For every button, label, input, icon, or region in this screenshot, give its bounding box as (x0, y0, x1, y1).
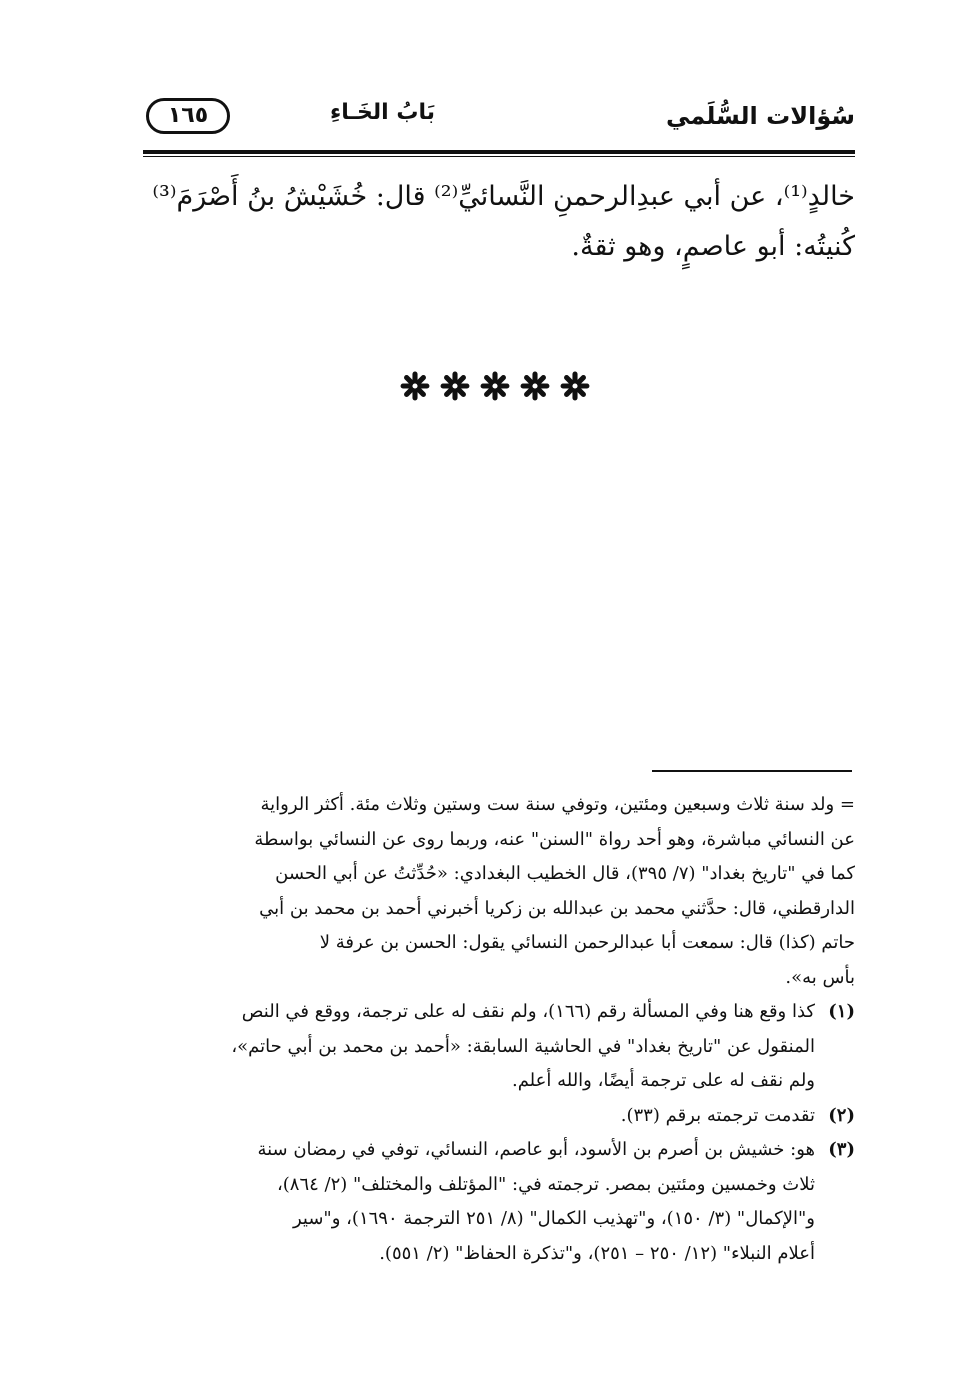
footnote-line: = ولد سنة ثلاث وسبعين ومئتين، وتوفي سنة ست وستين وثلاث مئة. أكثر الرواية (260, 794, 855, 815)
footnote-line: عن النسائي مباشرة، وهو أحد رواة "السنن" عنه، وربما روى عن النسائي بواسطة (254, 828, 855, 850)
page-number: ١٦٥ (146, 98, 230, 134)
footnote-line: المنقول عن "تاريخ بغداد" في الحاشية السابقة: «أحمد بن محمد بن أبي حاتم»، (231, 1035, 815, 1057)
footnote-line: الدارقطني، قال: حدَّثني محمد بن عبدالله بن زكريا أخبرني أحمد بن محمد بن أبي (259, 897, 855, 919)
main-text (140, 172, 855, 272)
footnote-1 (132, 995, 855, 1099)
main-text-line: خالدٍ⁽¹⁾، عن أبي عبدِالرحمنِ النَّسائيِّ⁽²⁾ قال: خُشَيْشُ بنُ أَصْرَمَ⁽³⁾ (152, 181, 855, 212)
footnote-2 (132, 1099, 855, 1134)
star-ornament-icon (398, 369, 432, 403)
footnote-line: بأس به». (785, 966, 855, 988)
header-rule-thin (143, 156, 855, 157)
footnote-line: هو: خشيش بن أصرم بن الأسود، أبو عاصم، النسائي، توفي في رمضان سنة (257, 1139, 815, 1160)
footnote-line: ولم نقف له على ترجمة أيضًا، والله أعلم. (511, 1070, 815, 1091)
footnote-number: (٣) (828, 1139, 855, 1160)
footnote-number: (٢) (828, 1104, 855, 1126)
footnote-continuation (132, 788, 855, 995)
section-title: بَابُ الخَـاءِ (330, 100, 435, 125)
footnote-line: و"الإكمال" (٣/ ١٥٠)، و"تهذيب الكمال" (٨/ ٢٥١ الترجمة ١٦٩٠)، و"سير (292, 1208, 815, 1229)
footnote-line: تقدمت ترجمته برقم (٣٣). (620, 1104, 815, 1126)
star-ornament-icon (438, 369, 472, 403)
footnote-separator (652, 770, 852, 772)
footnote-number: (١) (828, 1001, 855, 1022)
footnote-line: حاتم (كذا) قال: سمعت أبا عبدالرحمن النسائي يقول: الحسن بن عرفة لا (319, 932, 855, 953)
footnote-line: ثلاث وخمسين ومئتين بمصر. ترجمته في: "المؤتلف والمختلف" (٢/ ٨٦٤)، (276, 1173, 815, 1195)
main-text-line: كُنيتُه: أبو عاصمٍ، وهو ثقةٌ. (571, 231, 855, 262)
star-ornament-icon (478, 369, 512, 403)
star-ornament-icon (558, 369, 592, 403)
section-divider-ornaments (395, 366, 595, 406)
footnotes (132, 788, 855, 1271)
header-rule-thick (143, 150, 855, 154)
page-header (140, 88, 855, 142)
running-title: سُؤالات السُّلَمي (665, 102, 855, 130)
footnote-line: كذا وقع هنا وفي المسألة رقم (١٦٦)، ولم نقف له على ترجمة، ووقع في النص (241, 1001, 815, 1022)
footnote-line: كما في "تاريخ بغداد" (٧/ ٣٩٥)، قال الخطيب البغدادي: «حُدِّثتُ عن أبي الحسن (275, 863, 855, 884)
footnote-3 (132, 1133, 855, 1271)
star-ornament-icon (518, 369, 552, 403)
footnote-line: أعلام النبلاء" (١٢/ ٢٥٠ – ٢٥١)، و"تذكرة الحفاظ" (٢/ ٥٥١). (379, 1242, 815, 1264)
